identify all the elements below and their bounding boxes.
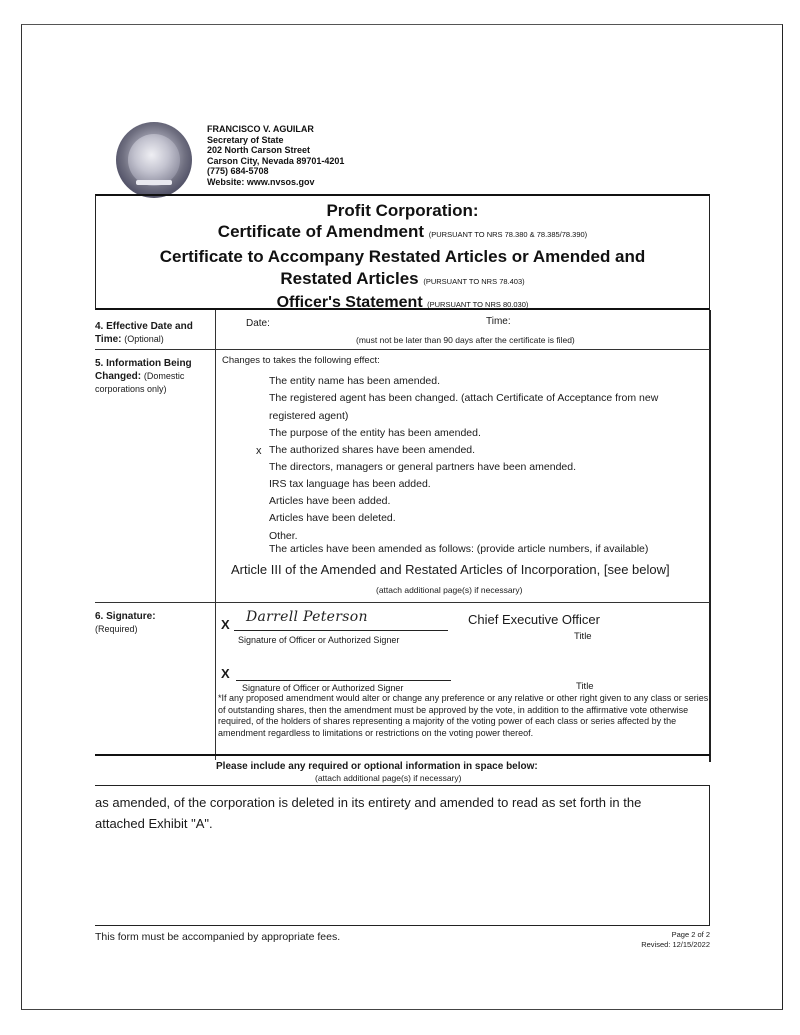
effective-time-field[interactable] (520, 314, 650, 327)
title-line-5: Officer's Statement (PURSUANT TO NRS 80.030) (276, 294, 529, 311)
change-option-label: IRS tax language has been added. (269, 478, 431, 490)
changes-intro: Changes to takes the following effect: (222, 355, 380, 366)
change-option-label: Articles have been added. (269, 495, 391, 507)
effective-date-label: Date: (246, 318, 270, 329)
sos-website: Website: www.nvsos.gov (207, 176, 315, 187)
signer-1-title[interactable]: Chief Executive Officer (468, 612, 600, 627)
section-5-label: 5. Information Being Changed: (Domestic corporations only) (95, 358, 192, 394)
change-option-label: Other. (269, 530, 298, 542)
effective-date-note: (must not be later than 90 days after the certificate is filed) (356, 335, 575, 345)
title-line-4-note: (PURSUANT TO NRS 78.403) (423, 277, 525, 286)
signature-1-caption: Signature of Officer or Authorized Signer (238, 635, 400, 645)
title-line-5-note: (PURSUANT TO NRS 80.030) (427, 300, 529, 309)
signature-1[interactable]: Darrell Peterson (246, 609, 368, 625)
effective-time-label: Time: (486, 316, 511, 327)
title-2-caption: Title (576, 681, 594, 692)
change-option-label: The directors, managers or general partners have been amended. (269, 461, 577, 473)
change-option-label: The articles have been amended as follows: (provide article numbers, if available) (269, 543, 649, 555)
signature-2-caption: Signature of Officer or Authorized Signer (242, 683, 404, 693)
checked-mark-icon[interactable]: x (256, 445, 262, 457)
change-option-label: The registered agent has been changed. (attach Certificate of Acceptance from new (269, 392, 659, 404)
additional-info-body[interactable]: as amended, of the corporation is deleted in its entirety and amended to read as set forth in the attached Exhibit "A". (95, 795, 642, 831)
section-4-label: 4. Effective Date and Time: (Optional) (95, 321, 193, 345)
change-option-label: The authorized shares have been amended. (269, 444, 476, 456)
sos-name: FRANCISCO V. AGUILAR (207, 124, 314, 134)
sos-phone: (775) 684-5708 (207, 166, 269, 177)
bottom-divider (95, 925, 710, 926)
title-line-4: Restated Articles (PURSUANT TO NRS 78.403) (280, 269, 525, 288)
sos-office: Secretary of State (207, 134, 284, 145)
change-option-label: The purpose of the entity has been amended. (269, 427, 481, 439)
effective-date-field[interactable] (290, 316, 420, 329)
secretary-of-state-header (207, 124, 344, 188)
form-title-box (95, 194, 710, 310)
additional-info-right-border (709, 785, 710, 925)
change-option-label: registered agent) (269, 410, 349, 422)
attach-note: (attach additional page(s) if necessary) (376, 585, 523, 595)
nevada-state-seal-icon (116, 122, 192, 198)
title-line-2: Certificate of Amendment (PURSUANT TO NRS 78.380 & 78.385/78.390) (217, 222, 588, 241)
voting-notice: *If any proposed amendment would alter or change any preference or any relative or other right given to any class or series of outstanding shares, then the amendment must be approved by the vote, in addition to the affirmative vote otherwise required, of the holders of shares representing a majority of the voting power of each class or series affected by the amendment regardless to limitations or restrictions on the voting power thereof. (218, 693, 709, 738)
title-line-3: Certificate to Accompany Restated Articles or Amended and (159, 247, 646, 266)
change-option-label: Articles have been deleted. (269, 512, 396, 524)
signature-1-x: X (221, 617, 230, 632)
revised-date: Revised: 12/15/2022 (641, 940, 710, 949)
signature-2-x: X (221, 666, 230, 681)
additional-info-divider (95, 785, 710, 786)
page-number: Page 2 of 2 (671, 930, 710, 939)
title-line-1: Profit Corporation: (326, 201, 479, 220)
signature-2-line[interactable] (236, 680, 451, 681)
title-1-caption: Title (574, 631, 592, 642)
section-6-label: 6. Signature: (Required) (95, 611, 156, 634)
title-line-2-note: (PURSUANT TO NRS 78.380 & 78.385/78.390) (428, 230, 588, 239)
sos-city: Carson City, Nevada 89701-4201 (207, 155, 345, 166)
page-info (641, 930, 710, 950)
amendment-text[interactable]: Article III of the Amended and Restated Articles of Incorporation, [see below] (231, 562, 670, 577)
additional-info-note: (attach additional page(s) if necessary) (315, 773, 462, 783)
sos-street: 202 North Carson Street (207, 145, 311, 156)
signature-1-line (234, 630, 448, 631)
change-option-label: The entity name has been amended. (269, 375, 441, 387)
additional-info-heading: Please include any required or optional information in space below: (216, 761, 538, 772)
fees-notice: This form must be accompanied by appropriate fees. (95, 931, 341, 943)
